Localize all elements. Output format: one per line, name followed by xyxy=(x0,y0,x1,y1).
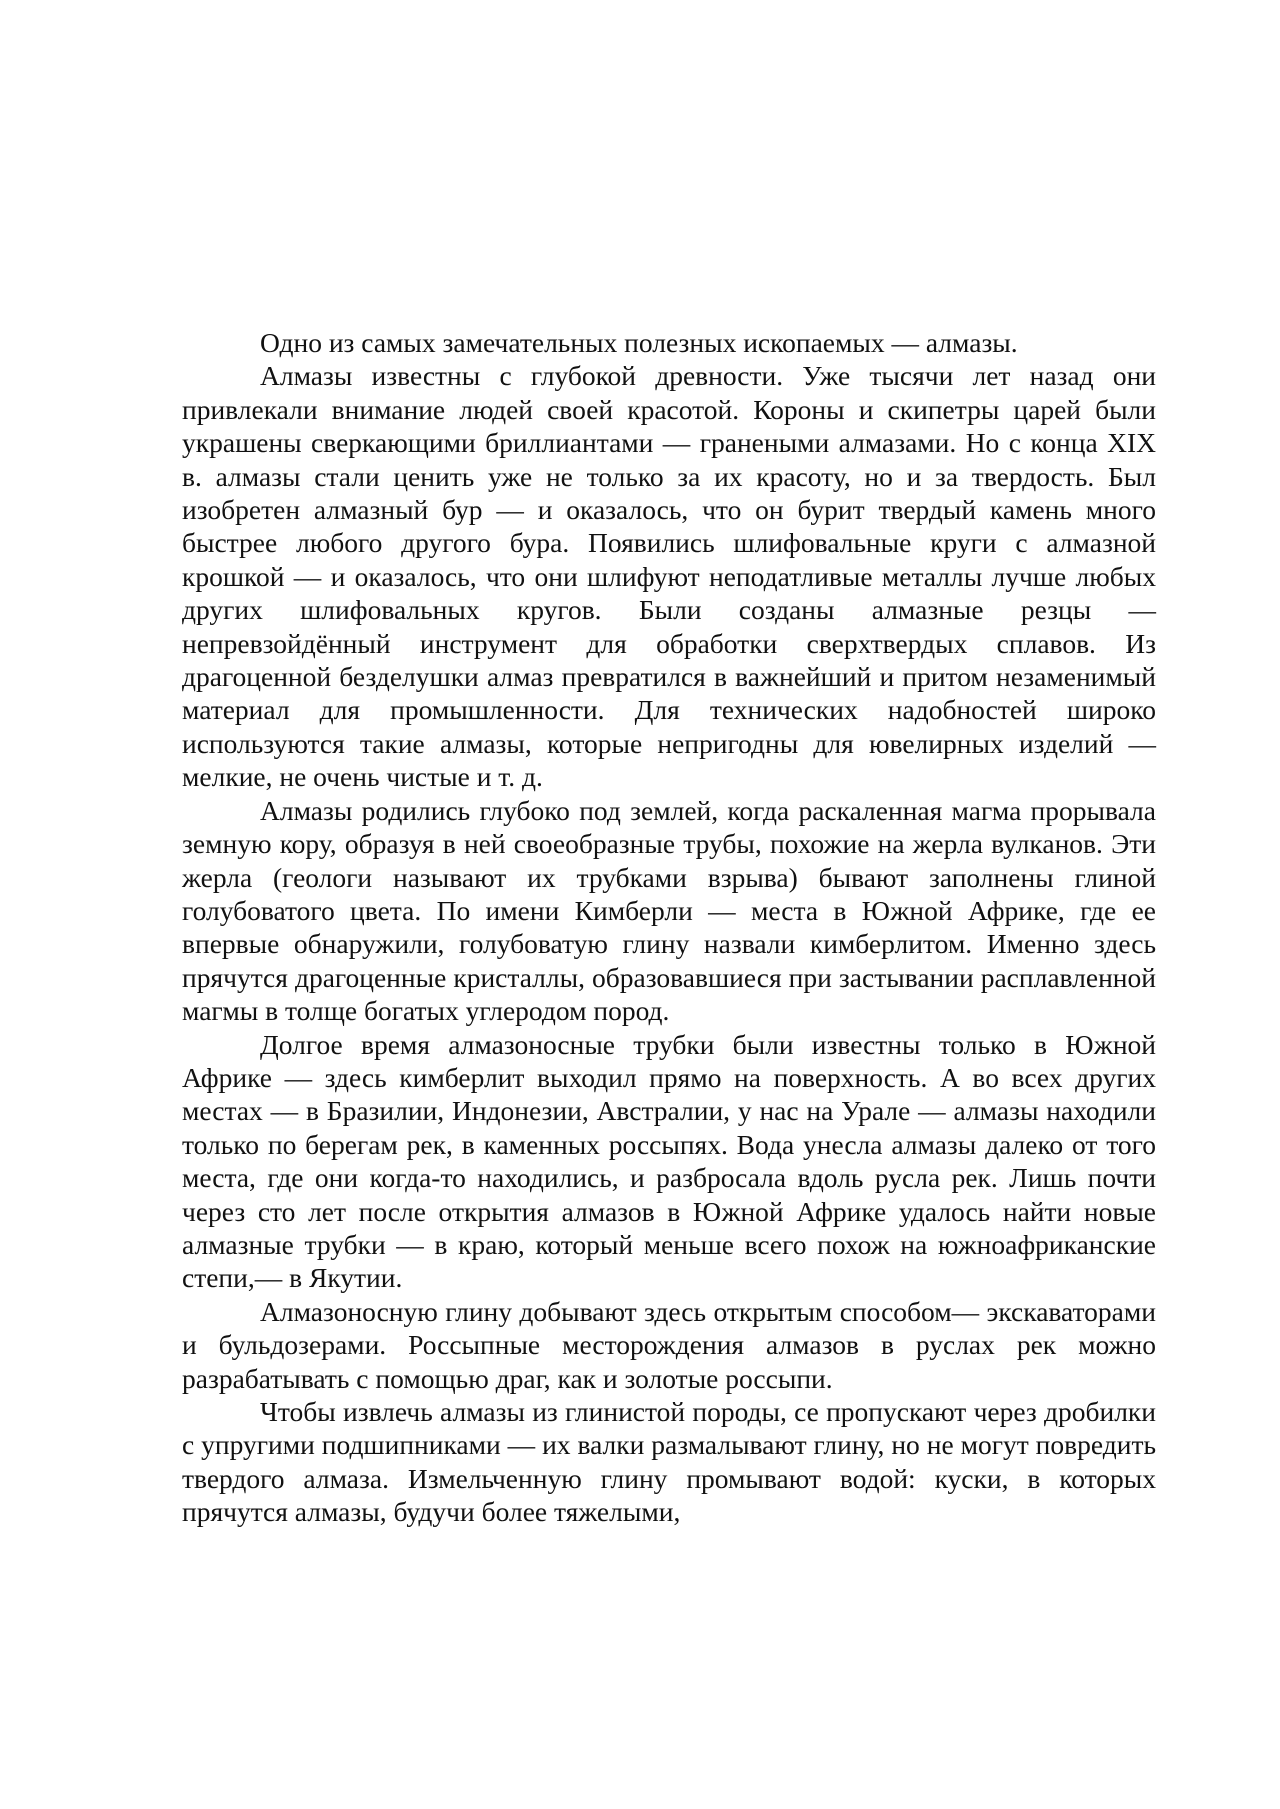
paragraph: Алмазоносную глину добывают здесь открытым способом— экскаваторами и бульдозерами. Россыпные месторождения алмазов в руслах рек можно разрабатывать с помощью драг, как и золотые россыпи. xyxy=(182,1295,1156,1394)
paragraph: Чтобы извлечь алмазы из глинистой породы, се пропускают через дробилки с упругими подшипниками — их валки размалывают глину, но не могут повредить твердого алмаза. Измельченную глину промывают водой: куски, в которых прячутся алмазы, будучи более тяжелыми, xyxy=(182,1396,1156,1528)
paragraph: Алмазы известны с глубокой древности. Уже тысячи лет назад они привлекали внимание людей своей красотой. Короны и скипетры царей были украшены сверкающими бриллиантами — гранеными алмазами. Но с конца XIX в. алмазы стали ценить уже не только за их красоту, но и за твердость. Был изобретен алмазный бур — и оказалось, что он бурит твердый камень много быстрее любого другого бура. Появились шлифовальные круги с алмазной крошкой — и оказалось, что они шлифуют неподатливые металлы лучше любых других шлифовальных кругов. Были созданы алмазные резцы — непревзойдённый инструмент для обработки сверхтвердых сплавов. Из драгоценной безделушки алмаз превратился в важнейший и притом незаменимый материал для промышленности. Для технических надобностей широко используются такие алмазы, которые непригодны для ювелирных изделий — мелкие, не очень чистые и т. д. xyxy=(182,360,1156,793)
body-text xyxy=(182,326,1156,1529)
paragraph: Одно из самых замечательных полезных ископаемых — алмазы. xyxy=(260,327,1018,358)
paragraph: Алмазы родились глубоко под землей, когда раскаленная магма прорывала земную кору, образуя в ней своеобразные трубы, похожие на жерла вулканов. Эти жерла (геологи называют их трубками взрыва) бывают заполнены глиной голубоватого цвета. По имени Кимберли — места в Южной Африке, где ее впервые обнаружили, голубоватую глину назвали кимберлитом. Именно здесь прячутся драгоценные кристаллы, образовавшиеся при застывании расплавленной магмы в толще богатых углеродом пород. xyxy=(182,794,1156,1027)
paragraph: Долгое время алмазоносные трубки были известны только в Южной Африке — здесь кимберлит выходил прямо на поверхность. А во всех других местах — в Бразилии, Индонезии, Австралии, у нас на Урале — алмазы находили только по берегам рек, в каменных россыпях. Вода унесла алмазы далеко от того места, где они когда-то находились, и разбросала вдоль русла рек. Лишь почти через сто лет после открытия алмазов в Южной Африке удалось найти новые алмазные трубки — в краю, который меньше всего похож на южноафриканские степи,— в Якутии. xyxy=(182,1028,1156,1294)
